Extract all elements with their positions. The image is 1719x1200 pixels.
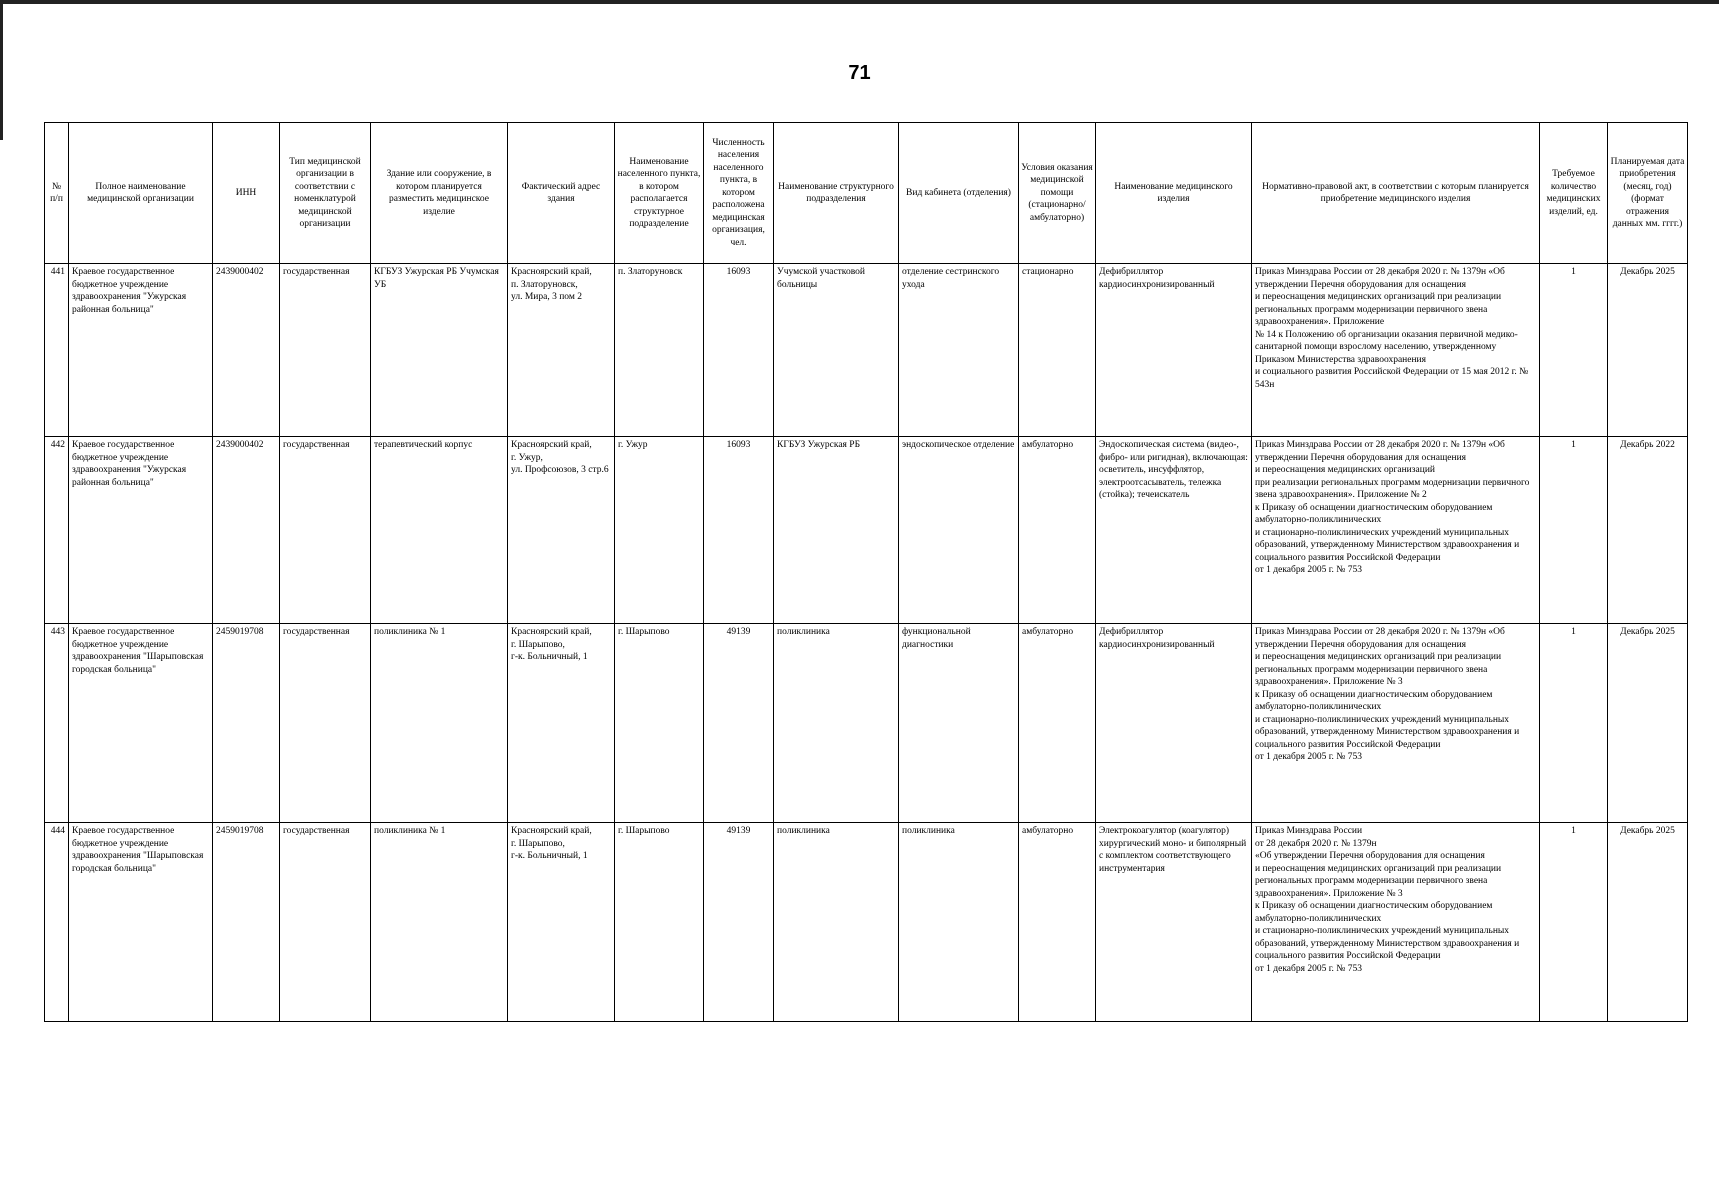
cell-org: Краевое государственное бюджетное учреждение здравоохранения "Ужурская районная больница" xyxy=(69,264,213,437)
cell-inn: 2459019708 xyxy=(213,624,280,823)
cell-qty: 1 xyxy=(1540,624,1608,823)
cell-number: 443 xyxy=(45,624,69,823)
cell-conditions: амбулаторно xyxy=(1019,437,1096,624)
cell-device: Электрокоагулятор (коагулятор) хирургический моно- и биполярный с комплектом соответствующего инструментария xyxy=(1096,823,1252,1022)
col-header-qty: Требуемое количество медицинских изделий, ед. xyxy=(1540,123,1608,264)
cell-date: Декабрь 2022 xyxy=(1608,437,1688,624)
cell-qty: 1 xyxy=(1540,264,1608,437)
cell-cabinet: функциональной диагностики xyxy=(899,624,1019,823)
cell-number: 441 xyxy=(45,264,69,437)
col-header-type: Тип медицинской организации в соответствии с номенклатурой медицинской организации xyxy=(280,123,371,264)
cell-act: Приказ Минздрава России от 28 декабря 2020 г. № 1379н «Об утверждении Перечня оборудования для оснащения и переоснащения медицинских организаций при реализации региональных программ модернизации первичного звена здравоохранения». Приложение № 14 к Положению об организации оказания первичной медико-санитарной помощи взрослому населению, утвержденному Приказом Министерства здравоохранения и социального развития Российской Федерации от 15 мая 2012 г. № 543н xyxy=(1252,264,1540,437)
cell-qty: 1 xyxy=(1540,823,1608,1022)
scan-edge-top xyxy=(0,0,1719,4)
cell-building: поликлиника № 1 xyxy=(371,823,508,1022)
cell-population: 49139 xyxy=(704,624,774,823)
cell-act: Приказ Минздрава России от 28 декабря 2020 г. № 1379н «Об утверждении Перечня оборудования для оснащения и переоснащения медицинских организаций при реализации региональных программ модернизации первичного звена здравоохранения». Приложение № 2 к Приказу об оснащении диагностическим оборудованием амбулаторно-поликлинических и стационарно-поликлинических учреждений муниципальных образований, утвержденному Министерством здравоохранения и социального развития Российской Федерации от 1 декабря 2005 г. № 753 xyxy=(1252,437,1540,624)
cell-subdivision: КГБУЗ Ужурская РБ xyxy=(774,437,899,624)
table-row xyxy=(45,624,1688,823)
cell-address: Красноярский край, г. Шарыпово, г-к. Больничный, 1 xyxy=(508,624,615,823)
cell-building: поликлиника № 1 xyxy=(371,624,508,823)
cell-date: Декабрь 2025 xyxy=(1608,823,1688,1022)
col-header-device: Наименование медицинского изделия xyxy=(1096,123,1252,264)
col-header-number: № п/п xyxy=(45,123,69,264)
cell-org: Краевое государственное бюджетное учреждение здравоохранения "Шарыповская городская больница" xyxy=(69,823,213,1022)
cell-type: государственная xyxy=(280,624,371,823)
cell-cabinet: отделение сестринского ухода xyxy=(899,264,1019,437)
equipment-table xyxy=(44,122,1688,1022)
cell-conditions: амбулаторно xyxy=(1019,624,1096,823)
cell-inn: 2439000402 xyxy=(213,437,280,624)
cell-locality: п. Златоруновск xyxy=(615,264,704,437)
cell-device: Дефибриллятор кардиосинхронизированный xyxy=(1096,264,1252,437)
col-header-subdivision: Наименование структурного подразделения xyxy=(774,123,899,264)
col-header-act: Нормативно-правовой акт, в соответствии с которым планируется приобретение медицинского изделия xyxy=(1252,123,1540,264)
cell-type: государственная xyxy=(280,823,371,1022)
cell-population: 16093 xyxy=(704,264,774,437)
cell-inn: 2439000402 xyxy=(213,264,280,437)
cell-qty: 1 xyxy=(1540,437,1608,624)
cell-device: Эндоскопическая система (видео-, фибро- или ригидная), включающая: осветитель, инсуффлятор, электроотсасыватель, тележка (стойка); течеискатель xyxy=(1096,437,1252,624)
table-row xyxy=(45,823,1688,1022)
cell-device: Дефибриллятор кардиосинхронизированный xyxy=(1096,624,1252,823)
col-header-org: Полное наименование медицинской организации xyxy=(69,123,213,264)
cell-subdivision: поликлиника xyxy=(774,624,899,823)
col-header-building: Здание или сооружение, в котором планируется разместить медицинское изделие xyxy=(371,123,508,264)
cell-conditions: амбулаторно xyxy=(1019,823,1096,1022)
page-number: 71 xyxy=(848,62,871,84)
cell-cabinet: эндоскопическое отделение xyxy=(899,437,1019,624)
cell-date: Декабрь 2025 xyxy=(1608,264,1688,437)
cell-address: Красноярский край, п. Златоруновск, ул. Мира, 3 пом 2 xyxy=(508,264,615,437)
cell-locality: г. Шарыпово xyxy=(615,624,704,823)
table-row xyxy=(45,264,1688,437)
cell-act: Приказ Минздрава России от 28 декабря 2020 г. № 1379н «Об утверждении Перечня оборудования для оснащения и переоснащения медицинских организаций при реализации региональных программ модернизации первичного звена здравоохранения». Приложение № 3 к Приказу об оснащении диагностическим оборудованием амбулаторно-поликлинических и стационарно-поликлинических учреждений муниципальных образований, утвержденному Министерством здравоохранения и социального развития Российской Федерации от 1 декабря 2005 г. № 753 xyxy=(1252,823,1540,1022)
cell-number: 442 xyxy=(45,437,69,624)
col-header-population: Численность населения населенного пункта, в котором расположена медицинская организация, чел. xyxy=(704,123,774,264)
cell-type: государственная xyxy=(280,437,371,624)
col-header-conditions: Условия оказания медицинской помощи (стационарно/ амбулаторно) xyxy=(1019,123,1096,264)
cell-population: 49139 xyxy=(704,823,774,1022)
cell-locality: г. Ужур xyxy=(615,437,704,624)
col-header-date: Планируемая дата приобретения (месяц, год) (формат отражения данных мм. гггг.) xyxy=(1608,123,1688,264)
cell-locality: г. Шарыпово xyxy=(615,823,704,1022)
cell-building: КГБУЗ Ужурская РБ Учумская УБ xyxy=(371,264,508,437)
cell-org: Краевое государственное бюджетное учреждение здравоохранения "Ужурская районная больница" xyxy=(69,437,213,624)
cell-date: Декабрь 2025 xyxy=(1608,624,1688,823)
cell-subdivision: поликлиника xyxy=(774,823,899,1022)
table-row xyxy=(45,437,1688,624)
col-header-inn: ИНН xyxy=(213,123,280,264)
cell-population: 16093 xyxy=(704,437,774,624)
header-row xyxy=(45,123,1688,264)
cell-inn: 2459019708 xyxy=(213,823,280,1022)
cell-subdivision: Учумской участковой больницы xyxy=(774,264,899,437)
cell-address: Красноярский край, г. Шарыпово, г-к. Больничный, 1 xyxy=(508,823,615,1022)
cell-number: 444 xyxy=(45,823,69,1022)
cell-conditions: стационарно xyxy=(1019,264,1096,437)
col-header-cabinet: Вид кабинета (отделения) xyxy=(899,123,1019,264)
cell-act: Приказ Минздрава России от 28 декабря 2020 г. № 1379н «Об утверждении Перечня оборудования для оснащения и переоснащения медицинских организаций при реализации региональных программ модернизации первичного звена здравоохранения». Приложение № 3 к Приказу об оснащении диагностическим оборудованием амбулаторно-поликлинических и стационарно-поликлинических учреждений муниципальных образований, утвержденному Министерством здравоохранения и социального развития Российской Федерации от 1 декабря 2005 г. № 753 xyxy=(1252,624,1540,823)
cell-type: государственная xyxy=(280,264,371,437)
cell-org: Краевое государственное бюджетное учреждение здравоохранения "Шарыповская городская больница" xyxy=(69,624,213,823)
col-header-address: Фактический адрес здания xyxy=(508,123,615,264)
cell-building: терапевтический корпус xyxy=(371,437,508,624)
col-header-locality: Наименование населенного пункта, в котором располагается структурное подразделение xyxy=(615,123,704,264)
cell-address: Красноярский край, г. Ужур, ул. Профсоюзов, 3 стр.6 xyxy=(508,437,615,624)
cell-cabinet: поликлиника xyxy=(899,823,1019,1022)
